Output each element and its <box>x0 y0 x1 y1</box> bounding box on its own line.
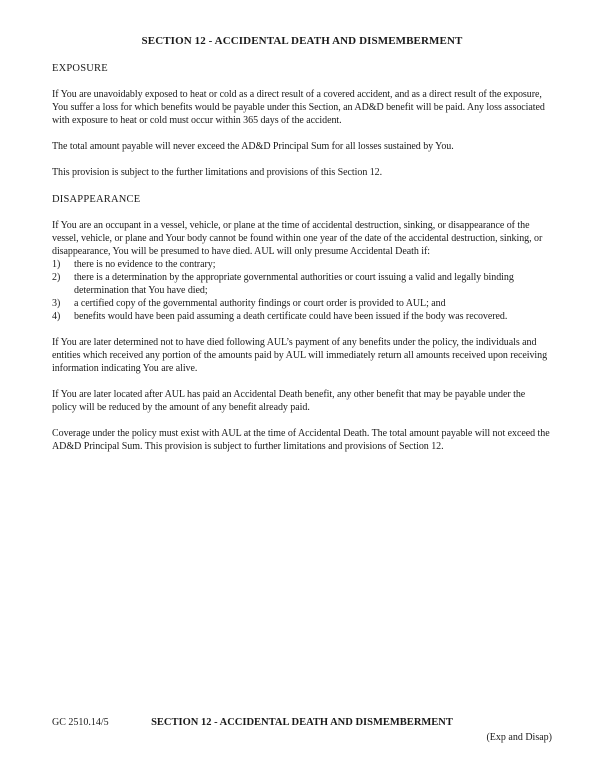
list-item-number: 2) <box>52 272 61 283</box>
page-title: SECTION 12 - ACCIDENTAL DEATH AND DISMEMBERMENT <box>141 35 463 47</box>
footer-row <box>52 716 552 729</box>
list-item-text: there is no evidence to the contrary; <box>74 259 216 270</box>
list-item-number: 3) <box>52 298 61 309</box>
exposure-paragraph-3: This provision is subject to the further limitations and provisions of this Section 12. <box>52 167 383 178</box>
list-item <box>52 271 552 297</box>
list-item-number: 1) <box>52 259 61 270</box>
section-heading-exposure: EXPOSURE <box>52 63 108 74</box>
disappearance-paragraph-4: Coverage under the policy must exist with AUL at the time of Accidental Death. The total amount payable will not exceed the AD&D Principal Sum. This provision is subject to further limitations and provisions of Section 12. <box>52 428 550 452</box>
list-item <box>52 297 552 310</box>
section-heading-disappearance: DISAPPEARANCE <box>52 194 141 205</box>
disappearance-paragraph-2: If You are later determined not to have died following AUL’s payment of any benefits under the policy, the individuals and entities which received any portion of the amounts paid by AUL will immediately return all amounts received upon receiving information indicating You are alive. <box>52 337 548 374</box>
exposure-paragraph-1: If You are unavoidably exposed to heat or cold as a direct result of a covered accident, and as a direct result of the exposure, You suffer a loss for which benefits would be payable under this Section, an AD&D benefit will be paid. Any loss associated with exposure to heat or cold must occur within 365 days of the accident. <box>52 89 545 126</box>
exposure-paragraph-2: The total amount payable will never exceed the AD&D Principal Sum for all losses sustained by You. <box>52 141 454 152</box>
list-item <box>52 310 552 323</box>
footer-form-number: GC 2510.14/5 <box>52 717 109 728</box>
footer-section-title: SECTION 12 - ACCIDENTAL DEATH AND DISMEMBERMENT <box>151 717 453 728</box>
disappearance-paragraph-3: If You are later located after AUL has paid an Accidental Death benefit, any other benefit that may be payable under the policy will be reduced by the amount of any benefit already paid. <box>52 389 526 413</box>
list-item-text: a certified copy of the governmental authority findings or court order is provided to AUL; and <box>74 298 446 309</box>
presumption-conditions-list <box>52 258 552 323</box>
list-item-number: 4) <box>52 311 61 322</box>
list-item-text: benefits would have been paid assuming a death certificate could have been issued if the body was recovered. <box>74 311 508 322</box>
list-item-text: there is a determination by the appropriate governmental authorities or court issuing a valid and legally binding determination that You have died; <box>74 272 514 296</box>
disappearance-paragraph-1: If You are an occupant in a vessel, vehicle, or plane at the time of accidental destruction, sinking, or disappearance of the vessel, vehicle, or plane and Your body cannot be found within one year of the date of the accidental destruction, sinking, or disappearance, You will be presumed to have died. AUL will only presume Accidental Death if: <box>52 220 543 257</box>
list-item <box>52 258 552 271</box>
footer-note: (Exp and Disap) <box>486 732 552 743</box>
page-footer <box>52 716 552 744</box>
